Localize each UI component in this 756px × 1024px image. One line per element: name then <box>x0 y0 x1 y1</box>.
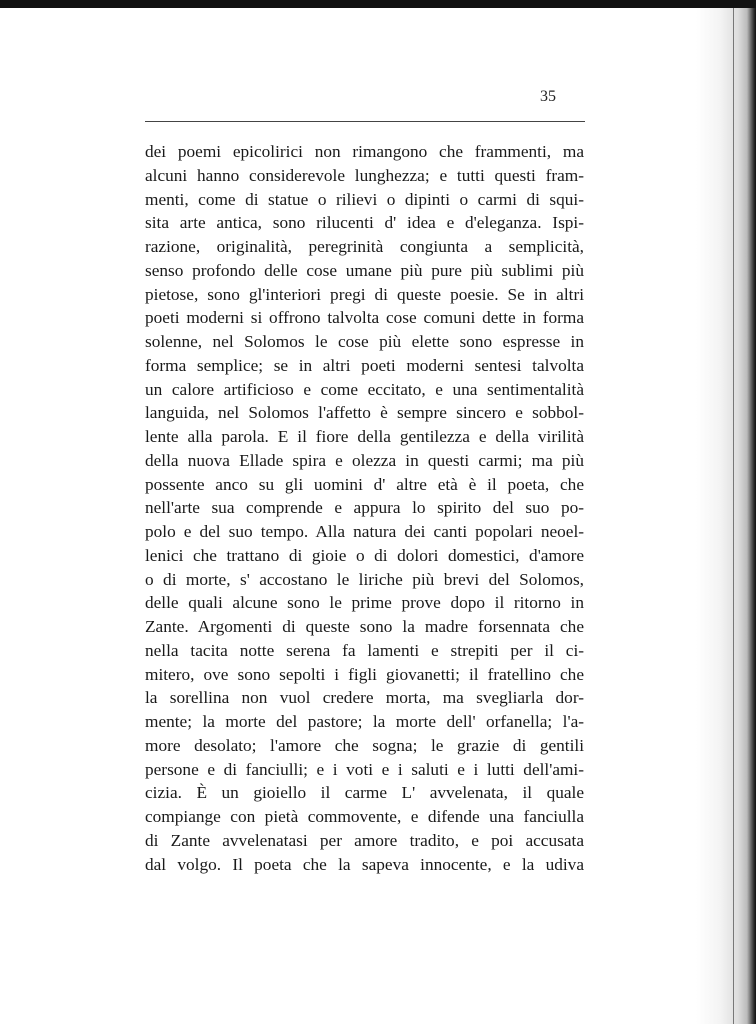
scan-right-edge <box>696 8 756 1024</box>
text-line: Zante. Argomenti di queste sono la madre forsennata che <box>145 617 584 636</box>
text-line: menti, come di statue o rilievi o dipinti o carmi di squi- <box>145 189 584 209</box>
text-line: more desolato; l'amore che sogna; le grazie di gentili <box>145 735 584 755</box>
header-rule <box>145 121 585 122</box>
text-line: di Zante avvelenatasi per amore tradito, e poi accusata <box>145 830 584 850</box>
text-line: possente anco su gli uomini d' altre età è il poeta, che <box>145 474 584 494</box>
text-line: un calore artificioso e come eccitato, e una sentimentalità <box>145 379 584 399</box>
text-line: mitero, ove sono sepolti i figli giovanetti; il fratellino che <box>145 664 584 684</box>
body-text <box>145 140 584 876</box>
text-line: languida, nel Solomos l'affetto è sempre sincero e sobbol- <box>145 403 584 423</box>
text-line: cizia. È un gioiello il carme L' avvelenata, il quale <box>145 783 584 803</box>
text-line: poeti moderni si offrono talvolta cose comuni dette in forma <box>145 308 584 328</box>
page-number: 35 <box>540 88 556 105</box>
text-line: lente alla parola. E il fiore della gentilezza e della virilità <box>145 427 584 446</box>
text-line: solenne, nel Solomos le cose più elette sono espresse in <box>145 332 584 351</box>
text-line: o di morte, s' accostano le liriche più brevi del Solomos, <box>145 569 584 589</box>
text-line: della nuova Ellade spira e olezza in questi carmi; ma più <box>145 450 584 470</box>
text-line: forma semplice; se in altri poeti moderni sentesi talvolta <box>145 355 584 375</box>
text-line: alcuni hanno considerevole lunghezza; e tutti questi fram- <box>145 165 584 185</box>
text-line: polo e del suo tempo. Alla natura dei canti popolari neoel- <box>145 522 584 541</box>
text-line: mente; la morte del pastore; la morte dell' orfanella; l'a- <box>145 712 584 731</box>
text-line: pietose, sono gl'interiori pregi di queste poesie. Se in altri <box>145 284 584 304</box>
text-line: nell'arte sua comprende e appura lo spirito del suo po- <box>145 498 584 518</box>
text-line: razione, originalità, peregrinità congiunta a semplicità, <box>145 237 584 256</box>
text-line: dei poemi epicolirici non rimangono che frammenti, ma <box>145 142 584 161</box>
text-line: persone e di fanciulli; e i voti e i saluti e i lutti dell'ami- <box>145 759 584 779</box>
text-line: sita arte antica, sono rilucenti d' idea e d'eleganza. Ispi- <box>145 213 584 233</box>
text-line: nella tacita notte serena fa lamenti e strepiti per il ci- <box>145 640 584 660</box>
text-line: senso profondo delle cose umane più pure più sublimi più <box>145 260 584 280</box>
scan-top-border <box>0 0 756 8</box>
text-line: dal volgo. Il poeta che la sapeva innocente, e la udiva <box>145 854 584 874</box>
text-line: la sorellina non vuol credere morta, ma svegliarla dor- <box>145 688 584 708</box>
text-line: compiange con pietà commovente, e difende una fanciulla <box>145 807 584 826</box>
page-edge-line <box>733 8 734 1024</box>
text-line: delle quali alcune sono le prime prove dopo il ritorno in <box>145 593 584 613</box>
text-line: lenici che trattano di gioie o di dolori domestici, d'amore <box>145 545 584 565</box>
